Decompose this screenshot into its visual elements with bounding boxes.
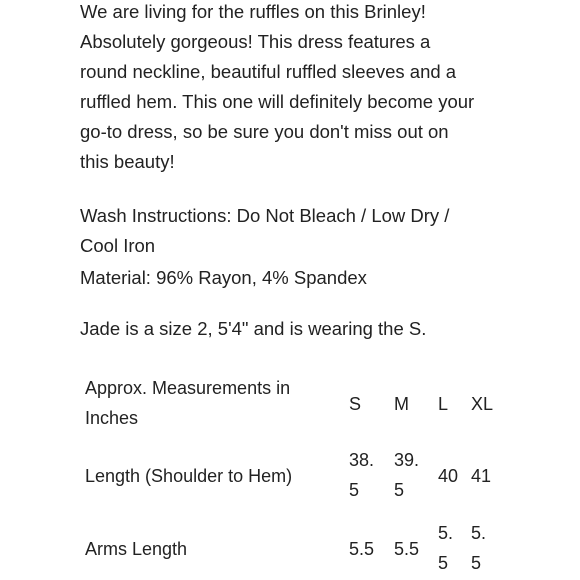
cell-line: 38. [349,450,375,470]
description-line: ruffled hem. This one will definitely become your [80,91,475,112]
cell-line: 39. [394,450,420,470]
arms-xl-cell [471,518,486,578]
description-line: this beauty! [80,151,175,172]
description-line: We are living for the ruffles on this Brinley! [80,1,426,22]
length-l-cell: 40 [438,466,459,486]
cell-line: 5 [471,553,482,573]
size-header-xl: XL [471,394,494,414]
description-line: Absolutely gorgeous! This dress features a [80,31,431,52]
cell-line: 5 [349,480,360,500]
arms-m-cell: 5.5 [394,539,420,559]
wash-line: Wash Instructions: Do Not Bleach / Low Dry / [80,205,450,226]
length-s-cell [349,445,374,505]
cell-line: 5. [438,523,454,543]
measurements-header-label [85,373,290,433]
length-m-cell [394,445,419,505]
cell-line: 5 [438,553,449,573]
size-header-m: M [394,394,409,414]
arms-s-cell: 5.5 [349,539,375,559]
cell-line: 5 [394,480,405,500]
row-label-arms-length: Arms Length [85,539,188,559]
size-header-s: S [349,394,362,414]
header-label-line: Inches [85,408,139,428]
description-line: go-to dress, so be sure you don't miss out on [80,121,449,142]
length-xl-cell: 41 [471,466,492,486]
model-note-line: Jade is a size 2, 5'4" and is wearing the S. [80,318,427,339]
cell-line: 5. [471,523,487,543]
material-info [80,263,560,293]
row-label-length: Length (Shoulder to Hem) [85,466,293,486]
header-label-line: Approx. Measurements in [85,378,291,398]
size-header-l: L [438,394,449,414]
wash-line: Cool Iron [80,235,156,256]
product-description [80,0,560,177]
arms-l-cell [438,518,453,578]
description-line: round neckline, beautiful ruffled sleeves and a [80,61,457,82]
model-size-note [80,314,560,344]
material-line: Material: 96% Rayon, 4% Spandex [80,267,367,288]
wash-instructions [80,201,560,261]
